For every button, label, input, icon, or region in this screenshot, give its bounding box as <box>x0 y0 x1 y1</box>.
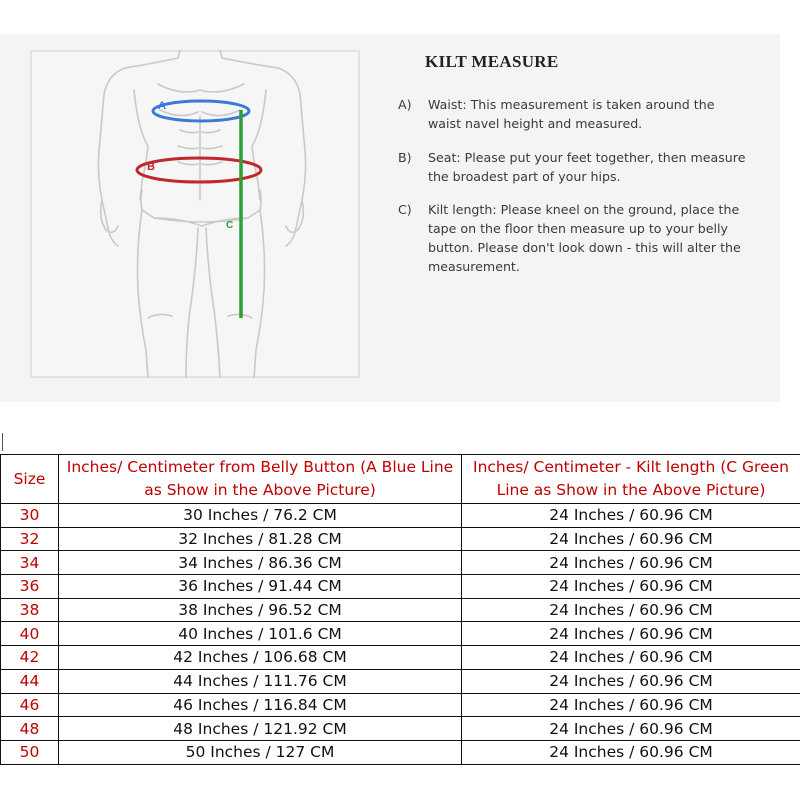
table-row <box>1 551 800 575</box>
size-cell: 40 <box>1 622 59 646</box>
table-row <box>1 598 800 622</box>
waist-cell: 40 Inches / 101.6 CM <box>59 622 462 646</box>
table-row <box>1 646 800 670</box>
waist-cell: 46 Inches / 116.84 CM <box>59 693 462 717</box>
info-item-label: B) <box>398 150 412 165</box>
info-item-kilt-length <box>398 200 748 276</box>
size-cell: 50 <box>1 740 59 764</box>
length-cell: 24 Inches / 60.96 CM <box>462 717 800 741</box>
size-cell: 48 <box>1 717 59 741</box>
table-row <box>1 622 800 646</box>
label-c: C <box>226 220 234 231</box>
size-cell: 46 <box>1 693 59 717</box>
size-cell: 44 <box>1 669 59 693</box>
table-row <box>1 504 800 528</box>
text-cursor <box>2 433 3 451</box>
info-item-text: Seat: Please put your feet together, then measure the broadest part of your hips. <box>428 150 746 184</box>
size-cell: 36 <box>1 575 59 599</box>
waist-cell: 38 Inches / 96.52 CM <box>59 598 462 622</box>
waist-cell: 36 Inches / 91.44 CM <box>59 575 462 599</box>
body-outline <box>98 50 305 378</box>
waist-cell: 50 Inches / 127 CM <box>59 740 462 764</box>
header-size: Size <box>1 455 59 504</box>
length-cell: 24 Inches / 60.96 CM <box>462 622 800 646</box>
info-item-waist <box>398 95 748 133</box>
waist-cell: 30 Inches / 76.2 CM <box>59 504 462 528</box>
size-cell: 34 <box>1 551 59 575</box>
table-header-row <box>1 455 800 504</box>
length-cell: 24 Inches / 60.96 CM <box>462 669 800 693</box>
label-a: A <box>158 100 166 112</box>
waist-cell: 34 Inches / 86.36 CM <box>59 551 462 575</box>
table-row <box>1 575 800 599</box>
body-measure-diagram <box>30 50 360 378</box>
info-title: KILT MEASURE <box>425 52 559 71</box>
info-item-seat <box>398 148 748 186</box>
size-chart-table <box>0 454 800 765</box>
length-cell: 24 Inches / 60.96 CM <box>462 693 800 717</box>
waist-cell: 48 Inches / 121.92 CM <box>59 717 462 741</box>
table-row <box>1 740 800 764</box>
table-row <box>1 693 800 717</box>
info-item-label: C) <box>398 202 412 217</box>
label-b: B <box>147 161 155 173</box>
header-waist: Inches/ Centimeter from Belly Button (A Blue Line as Show in the Above Picture) <box>59 455 462 504</box>
table-row <box>1 669 800 693</box>
waist-cell: 44 Inches / 111.76 CM <box>59 669 462 693</box>
length-cell: 24 Inches / 60.96 CM <box>462 504 800 528</box>
waist-line <box>153 101 249 121</box>
size-cell: 42 <box>1 646 59 670</box>
info-item-text: Kilt length: Please kneel on the ground, place the tape on the floor then measure up to your belly button. Please don't look down - this will alter the measurement. <box>428 202 741 274</box>
info-item-label: A) <box>398 97 412 112</box>
header-length: Inches/ Centimeter - Kilt length (C Green Line as Show in the Above Picture) <box>462 455 800 504</box>
size-cell: 38 <box>1 598 59 622</box>
waist-cell: 32 Inches / 81.28 CM <box>59 527 462 551</box>
length-cell: 24 Inches / 60.96 CM <box>462 740 800 764</box>
length-cell: 24 Inches / 60.96 CM <box>462 527 800 551</box>
waist-cell: 42 Inches / 106.68 CM <box>59 646 462 670</box>
length-cell: 24 Inches / 60.96 CM <box>462 551 800 575</box>
table-row <box>1 527 800 551</box>
size-cell: 32 <box>1 527 59 551</box>
size-cell: 30 <box>1 504 59 528</box>
length-cell: 24 Inches / 60.96 CM <box>462 575 800 599</box>
length-cell: 24 Inches / 60.96 CM <box>462 646 800 670</box>
info-item-text: Waist: This measurement is taken around the waist navel height and measured. <box>428 97 715 131</box>
table-row <box>1 717 800 741</box>
length-cell: 24 Inches / 60.96 CM <box>462 598 800 622</box>
